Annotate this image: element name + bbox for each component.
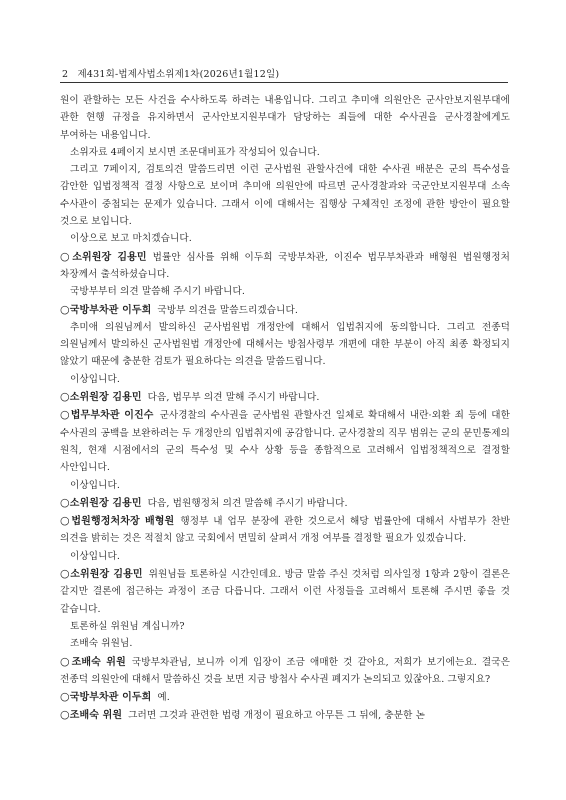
speaker-paragraph (60, 706, 510, 724)
speaker-paragraph (60, 565, 510, 618)
speaker-mark: ○ (60, 302, 70, 316)
speaker-name: 소위원장 김용민 (69, 497, 142, 509)
speaker-text: 예. (157, 692, 170, 704)
speaker-text: 위원님들 토론하실 시간인데요. 방금 말씀 주신 것처럼 의사일정 1항과 2항이 결론은 같지만 결론에 접근하는 과정이 조금 다릅니다. 그래서 이런 사정들을 고려해서 토론해 주시면 좋을 것 같습니다. (60, 569, 510, 615)
header-divider (60, 82, 508, 83)
speaker-paragraph (60, 301, 510, 319)
text-paragraph: 추미애 의원님께서 발의하신 군사법원법 개정안에 대해서 입법취지에 동의합니다. 그리고 전종덕 의원님께서 발의하신 군사법원법 개정안에 대해서는 방첩사령부 개편에 대한 부분이 아직 최종 확정되지 않았기 때문에 충분한 검토가 필요하다는 의견을 말씀드립니다. (60, 321, 510, 368)
speaker-paragraph (60, 653, 510, 689)
speaker-mark: ○ (60, 514, 72, 528)
speaker-name: 조배숙 위원 (71, 656, 126, 668)
speaker-mark: ○ (60, 495, 70, 509)
minutes-body (60, 92, 510, 725)
speaker-mark: ○ (60, 249, 73, 263)
speaker-text: 국방부 의견을 말씀드리겠습니다. (157, 304, 298, 316)
speaker-paragraph (60, 494, 510, 512)
speaker-mark: ○ (60, 408, 71, 422)
speaker-text: 다음, 법무부 의견 말해 주시기 바랍니다. (147, 392, 320, 404)
speaker-text: 그러면 그것과 관련한 법령 개정이 필요하고 아무튼 그 뒤에, 충분한 논 (128, 710, 426, 722)
speaker-paragraph (60, 248, 510, 284)
speaker-mark: ○ (60, 567, 71, 581)
page-number: 2 (62, 69, 69, 80)
speaker-name: 국방부차관 이두희 (69, 692, 152, 704)
speaker-paragraph (60, 388, 510, 406)
speaker-mark: ○ (60, 390, 70, 404)
speaker-mark: ○ (60, 690, 70, 704)
speaker-mark: ○ (60, 654, 72, 668)
text-paragraph: 이상입니다. (70, 550, 120, 562)
speaker-paragraph (60, 512, 510, 548)
speaker-paragraph (60, 406, 510, 476)
text-paragraph: 원이 관할하는 모든 사건을 수사하도록 하려는 내용입니다. 그리고 추미애 의원안은 군사안보지원부대에 관한 현행 규정을 유지하면서 군사안보지원부대가 담당하는 죄들에 대한 수사권을 군사경찰에게도 부여하는 내용입니다. (60, 95, 510, 141)
speaker-mark: ○ (60, 708, 70, 722)
speaker-paragraph (60, 688, 510, 706)
speaker-name: 소위원장 김용민 (70, 569, 143, 581)
speaker-name: 법원행정처차장 배형원 (71, 516, 175, 528)
text-paragraph: 이상입니다. (70, 479, 120, 491)
text-paragraph: 그리고 7페이지, 검토의견 말씀드리면 이런 군사법원 관할사건에 대한 수사권 배분은 군의 특수성을 감안한 입법정책적 결정 사항으로 보이며 추미애 의원안에 따르면 군사경찰과와 국군안보지원부대 소속 수사관이 중첩되는 문제가 있습니다. 그래서 이에 대해서는 집행상 구체적인 조정에 관한 방안이 필요할 것으로 보입니다. (60, 164, 510, 228)
speaker-name: 소위원장 김용민 (69, 392, 142, 404)
speaker-text: 법률안 심사를 위해 이두희 국방부차관, 이진수 법무부차관과 배형원 법원행정처 차장께서 출석하셨습니다. (60, 251, 511, 280)
text-paragraph: 소위자료 4페이지 보시면 조문대비표가 작성되어 있습니다. (70, 146, 320, 158)
speaker-text: 국방부차관님, 보니까 이게 입장이 조금 애매한 것 같아요, 저희가 보기에는요. 결국은 전종덕 의원안에 대해서 말씀하신 것을 보면 지금 방첩사 수사권 폐지가 논의되고 있잖아요. 그렇지요? (60, 656, 510, 685)
speaker-text: 군사경찰의 수사권을 군사법원 관할사건 일체로 확대해서 내란·외환 죄 등에 대한 수사권의 공백을 보완하려는 두 개정안의 입법취지에 공감합니다. 군사경찰의 직무 범위는 군의 문민통제의 원칙, 현재 시점에서의 군의 특수성 및 수사 상황 등을 종합적으로 고려해서 입법정책적으로 결정할 사안입니다. (60, 410, 511, 474)
session-title: 제431회-법제사법소위제1차(2026년1월12일) (77, 69, 280, 80)
text-paragraph: 조배숙 위원님. (70, 638, 133, 650)
page-header (62, 66, 279, 80)
text-paragraph: 국방부부터 의견 말씀해 주시기 바랍니다. (70, 286, 245, 298)
speaker-text: 행정부 내 업무 분장에 관한 것으로서 해당 법률안에 대해서 사법부가 찬반 의견을 밝히는 것은 적절치 않고 국회에서 면밀히 살펴서 개정 여부를 결정할 필요가 있겠습니다. (60, 516, 510, 545)
text-paragraph: 이상으로 보고 마치겠습니다. (70, 233, 192, 245)
speaker-name: 소위원장 김용민 (72, 251, 147, 263)
speaker-name: 법무부차관 이진수 (70, 410, 154, 422)
speaker-name: 조배숙 위원 (69, 710, 123, 722)
text-paragraph: 이상입니다. (70, 373, 120, 385)
text-paragraph: 토론하실 위원님 계십니까? (70, 620, 185, 632)
speaker-text: 다음, 법원행정처 의견 말씀해 주시기 바랍니다. (147, 497, 348, 509)
speaker-name: 국방부차관 이두희 (69, 304, 152, 316)
